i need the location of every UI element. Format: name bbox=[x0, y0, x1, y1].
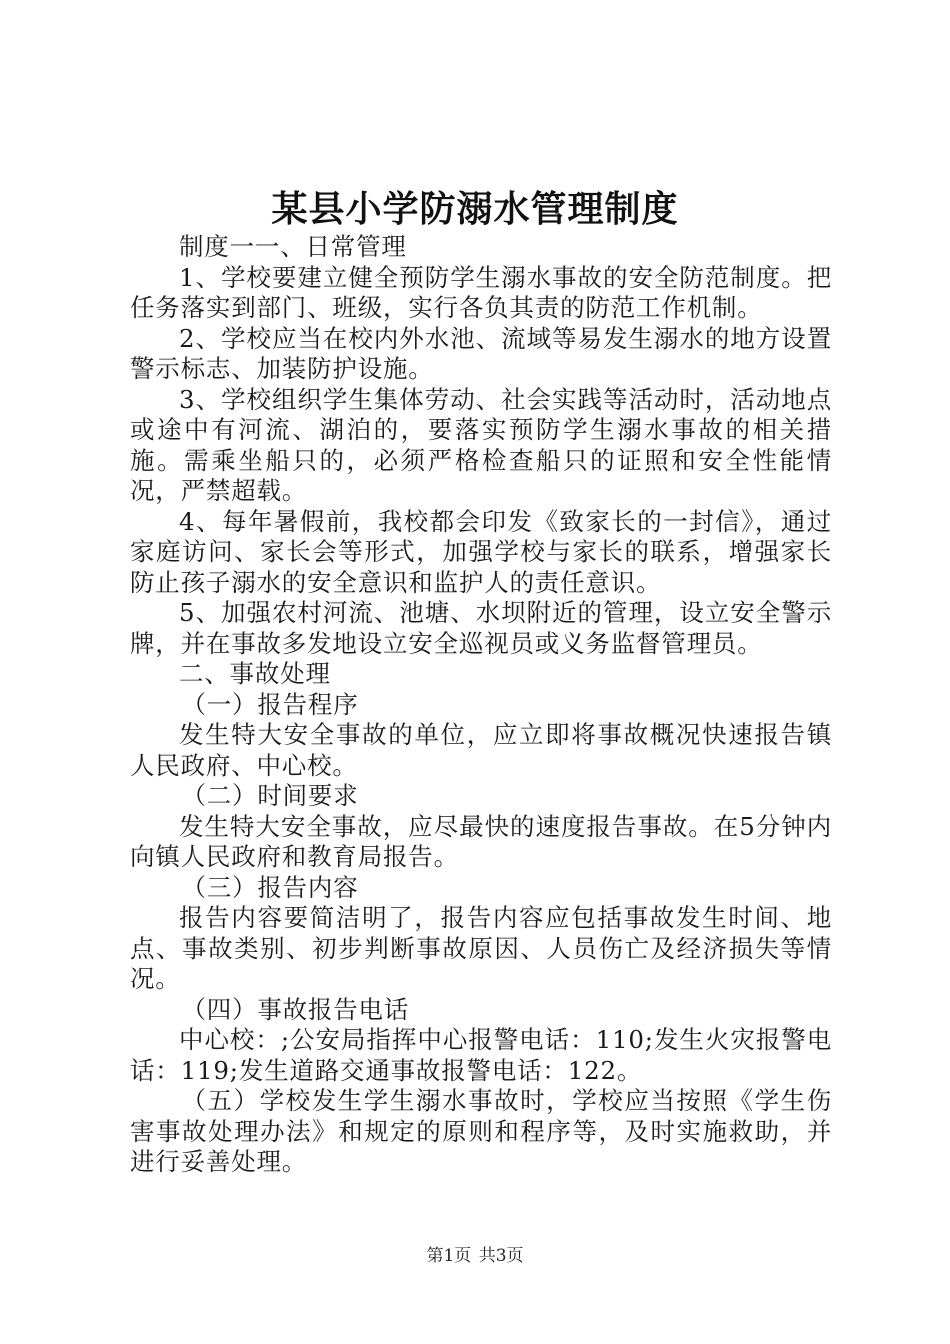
paragraph: 2、学校应当在校内外水池、流域等易发生溺水的地方设置警示标志、加装防护设施。 bbox=[130, 323, 832, 383]
document-body bbox=[130, 232, 832, 1178]
subsection-heading: （二）时间要求 bbox=[181, 781, 359, 810]
paragraph: 报告内容要简洁明了，报告内容应包括事故发生时间、地点、事故类别、初步判断事故原因、人员伤亡及经济损失等情况。 bbox=[130, 903, 832, 993]
paragraph: 制度一一、日常管理 bbox=[179, 232, 407, 261]
subsection-heading: （三）报告内容 bbox=[181, 872, 359, 902]
paragraph: 5、加强农村河流、池塘、水坝附近的管理，设立安全警示牌，并在事故多发地设立安全巡视员或义务监督管理员。 bbox=[130, 598, 832, 658]
paragraph: 4、每年暑假前，我校都会印发《致家长的一封信》，通过家庭访问、家长会等形式，加强学校与家长的联系，增强家长防止孩子溺水的安全意识和监护人的责任意识。 bbox=[130, 506, 832, 597]
paragraph: （五）学校发生学生溺水事故时，学校应当按照《学生伤害事故处理办法》和规定的原则和程序等，及时实施救助，并进行妥善处理。 bbox=[130, 1086, 832, 1176]
paragraph: 3、学校组织学生集体劳动、社会实践等活动时，活动地点或途中有河流、湖泊的，要落实预防学生溺水事故的相关措施。需乘坐船只的，必须严格检查船只的证照和安全性能情况，严禁超载。 bbox=[130, 384, 832, 505]
paragraph: 中心校：;公安局指挥中心报警电话：110;发生火灾报警电话：119;发生道路交通事故报警电话：122。 bbox=[130, 1025, 832, 1085]
page-number: 第1页 bbox=[426, 1246, 472, 1266]
section-heading: 二、事故处理 bbox=[179, 659, 331, 688]
document-title: 某县小学防溺水管理制度 bbox=[271, 188, 679, 230]
page-total: 共3页 bbox=[478, 1246, 524, 1266]
paragraph: 发生特大安全事故的单位，应立即将事故概况快速报告镇人民政府、中心校。 bbox=[130, 720, 832, 780]
subsection-heading: （一）报告程序 bbox=[181, 689, 359, 719]
paragraph: 发生特大安全事故，应尽最快的速度报告事故。在5分钟内向镇人民政府和教育局报告。 bbox=[130, 811, 832, 871]
paragraph: 1、学校要建立健全预防学生溺水事故的安全防范制度。把任务落实到部门、班级，实行各负其责的防范工作机制。 bbox=[130, 262, 832, 322]
subsection-heading: （四）事故报告电话 bbox=[181, 994, 410, 1024]
page-footer bbox=[0, 1244, 950, 1268]
